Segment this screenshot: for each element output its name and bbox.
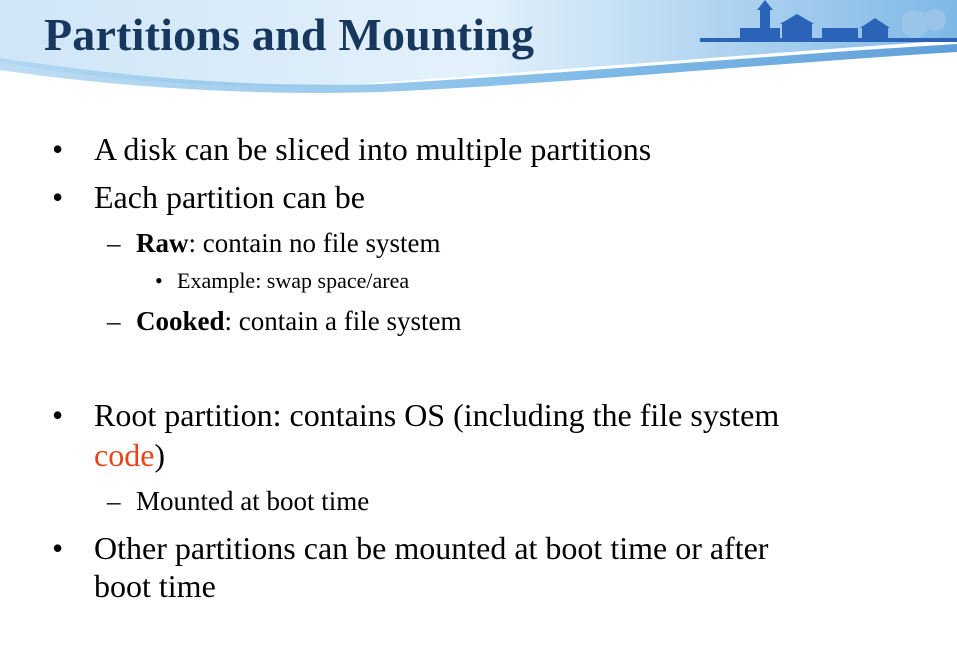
bullet-marker: •	[155, 268, 163, 293]
highlighted-word: code	[94, 437, 155, 473]
bullet-continuation	[94, 436, 165, 474]
term-definition: : contain no file system	[188, 228, 441, 258]
bullet-text: Each partition can be	[94, 179, 365, 215]
bullet-marker: •	[52, 131, 64, 167]
bullet-text: A disk can be sliced into multiple partitions	[94, 131, 652, 167]
bullet-text-line-2: )	[154, 437, 166, 473]
bullet-marker: •	[52, 397, 64, 433]
bullet-marker: •	[52, 530, 64, 566]
bullet-continuation	[94, 567, 216, 605]
term-raw: Raw	[136, 228, 189, 258]
dash-marker: –	[107, 228, 121, 258]
sub-bullet-text: Mounted at boot time	[136, 486, 370, 516]
bullet-text-line-1: Root partition: contains OS (including the file system	[94, 397, 780, 433]
sub-sub-bullet-text: Example: swap space/area	[177, 268, 410, 293]
bullet-marker: •	[52, 179, 64, 215]
term-definition: : contain a file system	[224, 306, 462, 336]
slide-title: Partitions and Mounting	[44, 9, 535, 60]
term-cooked: Cooked	[136, 306, 225, 336]
bullet-text-line-2: boot time	[94, 568, 216, 604]
bullet-text-line-1: Other partitions can be mounted at boot time or after	[94, 530, 769, 566]
sub-bullet-text	[136, 227, 440, 259]
dash-marker: –	[107, 486, 121, 516]
dash-marker: –	[107, 306, 121, 336]
sub-bullet-text	[136, 305, 461, 337]
